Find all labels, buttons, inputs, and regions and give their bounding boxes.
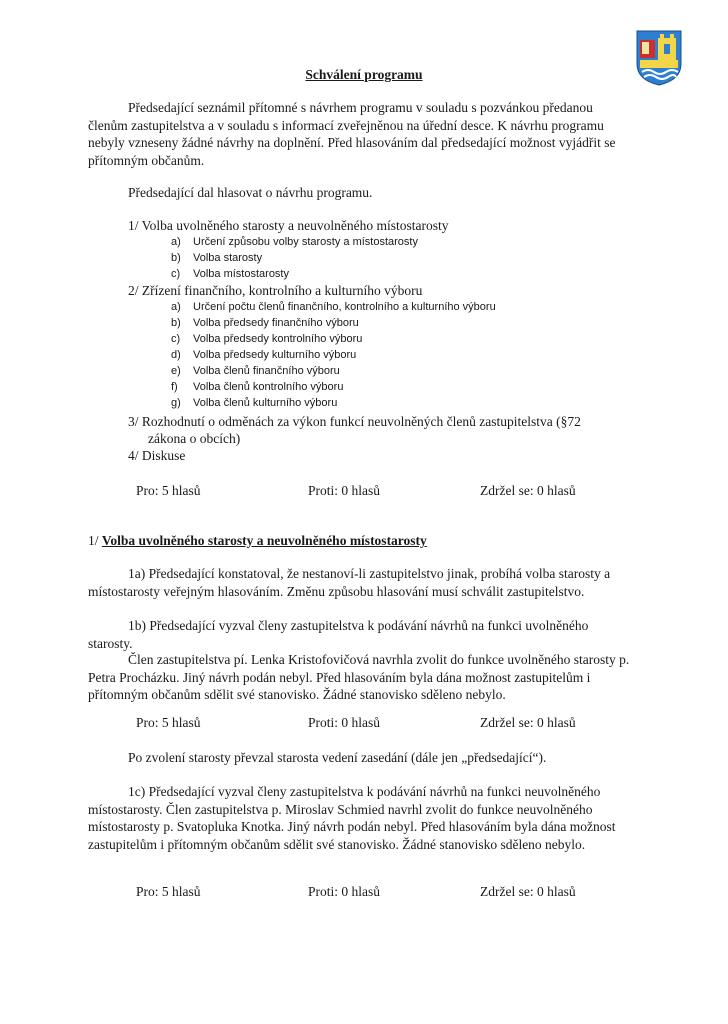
list-item: e) Volba členů finančního výboru [171,365,340,377]
vote-for: Pro: 5 hlasů [136,483,201,498]
vote-abstain: Zdržel se: 0 hlasů [480,715,576,730]
chair-change-paragraph: Po zvolení starosty převzal starosta vedení zasedání (dále jen „předsedající“). [128,750,547,765]
vote-abstain: Zdržel se: 0 hlasů [480,884,576,899]
program-item-2: 2/ Zřízení finančního, kontrolního a kulturního výboru [128,283,423,298]
vote-against: Proti: 0 hlasů [308,884,381,899]
list-item: c) Volba místostarosty [171,268,289,280]
list-item: b) Volba předsedy finančního výboru [171,317,359,329]
list-item: a) Určení způsobu volby starosty a místostarosty [171,236,418,248]
section-1c-paragraph: 1c) Předsedající vyzval členy zastupitelstva k podávání návrhů na funkci neuvolněného místostarosty. Člen zastupitelstva p. Miroslav Schmied navrhl zvolit do funkce neuvolněného místostarosty p. Svatopluka Knotka. Jiný návrh podán nebyl. Před hlasováním byla dána možnost zastupitelům i přítomným občanům sdělit své stanovisko. Žádné stanovisko sděleno nebylo. [88,784,616,852]
list-item: d) Volba předsedy kulturního výboru [171,349,357,361]
vote-for: Pro: 5 hlasů [136,715,201,730]
vote-against: Proti: 0 hlasů [308,715,381,730]
vote-intro: Předsedající dal hlasovat o návrhu programu. [128,185,373,200]
vote-for: Pro: 5 hlasů [136,884,201,899]
program-item-1-subitems [171,234,418,282]
list-item: b) Volba starosty [171,252,263,264]
page-title: Schválení programu [305,67,423,82]
list-item: g) Volba členů kulturního výboru [171,397,338,409]
list-item: c) Volba předsedy kontrolního výboru [171,333,363,345]
program-item-3: 3/ Rozhodnutí o odměnách za výkon funkcí neuvolněných členů zastupitelstva (§72 [128,414,581,429]
program-item-1: 1/ Volba uvolněného starosty a neuvolněného místostarosty [128,218,449,233]
vote-abstain: Zdržel se: 0 hlasů [480,483,576,498]
section-1a-paragraph: 1a) Předsedající konstatoval, že nestanoví-li zastupitelstvo jinak, probíhá volba starosty a místostarosty veřejným hlasováním. Změnu způsobu hlasování musí schválit zastupitelstvo. [88,566,611,599]
list-item: a) Určení počtu členů finančního, kontrolního a kulturního výboru [171,301,496,313]
list-item: f) Volba členů kontrolního výboru [171,381,344,393]
vote-against: Proti: 0 hlasů [308,483,381,498]
program-item-4: 4/ Diskuse [128,448,186,463]
program-item-2-subitems [171,299,496,411]
section-heading: 1/ Volba uvolněného starosty a neuvolněného místostarosty [88,533,427,548]
section-1b-member-paragraph: Člen zastupitelstva pí. Lenka Kristofovičová navrhla zvolit do funkce uvolněného starosty p. Petra Procházku. Jiný návrh podán nebyl. Před hlasováním byla dána možnost zastupitelům i přítomným občanům sdělit své stanovisko. Žádné stanovisko sděleno nebylo. [88,652,630,702]
intro-paragraph: Předsedající seznámil přítomné s návrhem programu v souladu s pozvánkou předanou členům zastupitelstva a v souladu s informací zveřejněnou na úřední desce. K návrhu programu nebyly vzneseny žádné návrhy na doplnění. Před hlasováním dal předsedající možnost vyjádřit se přítomným občanům. [88,100,616,168]
program-item-3-cont: zákona o obcích) [148,431,241,446]
section-1b-paragraph: 1b) Předsedající vyzval členy zastupitelstva k podávání návrhů na funkci uvolněného starosty. [88,618,589,651]
